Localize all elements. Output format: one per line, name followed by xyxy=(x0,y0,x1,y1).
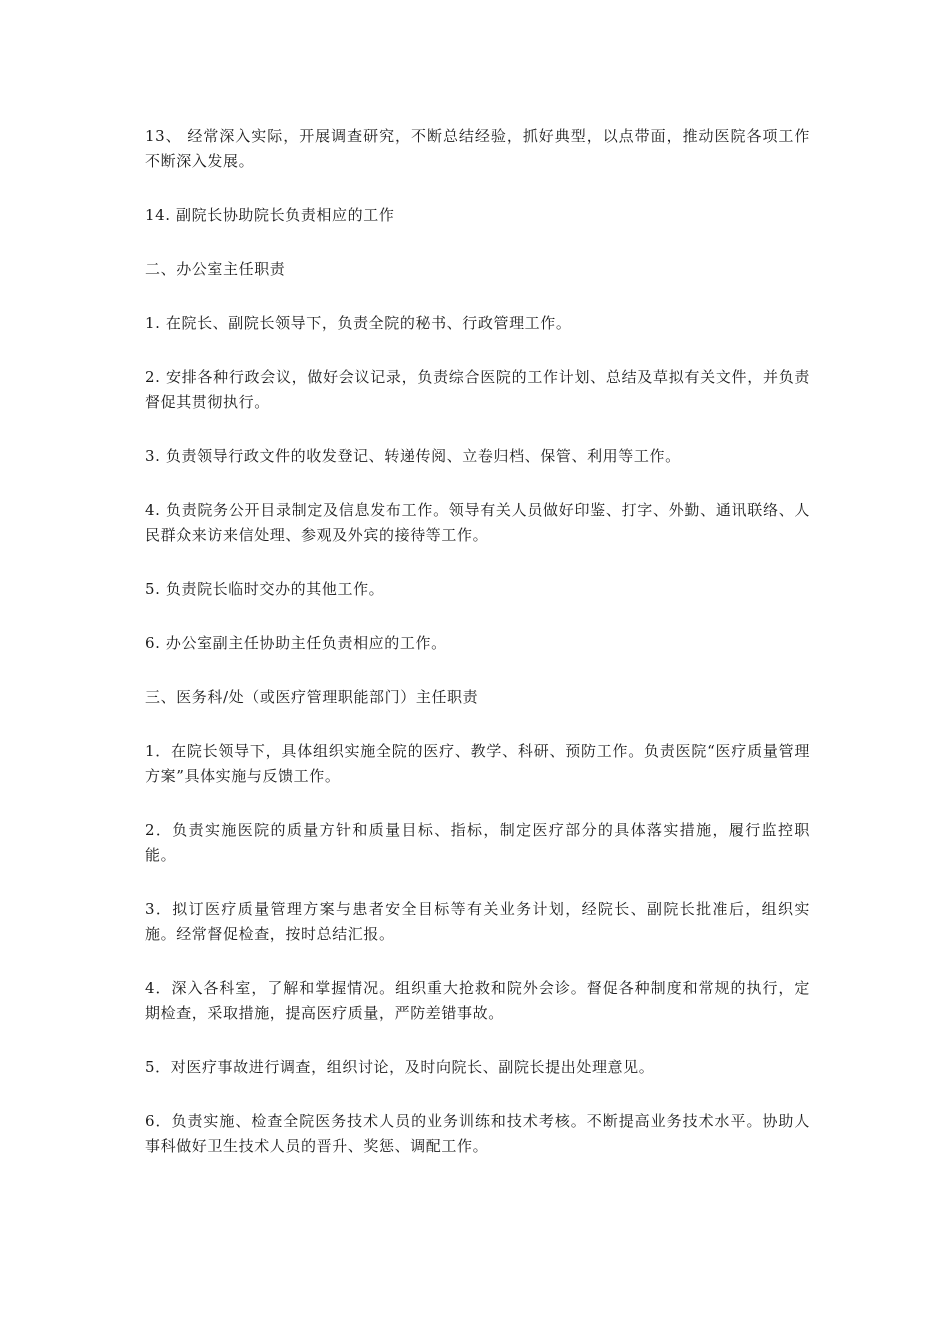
medical-duty-5: 5．对医疗事故进行调查，组织讨论，及时向院长、副院长提出处理意见。 xyxy=(145,1058,655,1076)
medical-duty-1: 1．在院长领导下，具体组织实施全院的医疗、教学、科研、预防工作。负责医院“医疗质量管理方案”具体实施与反馈工作。 xyxy=(145,742,810,785)
section-heading-office-director: 二、办公室主任职责 xyxy=(145,260,286,278)
medical-duty-3: 3．拟订医疗质量管理方案与患者安全目标等有关业务计划，经院长、副院长批准后，组织实施。经常督促检查，按时总结汇报。 xyxy=(145,900,810,943)
medical-duty-2: 2．负责实施医院的质量方针和质量目标、指标，制定医疗部分的具体落实措施，履行监控职能。 xyxy=(145,821,810,864)
office-duty-3: 3. 负责领导行政文件的收发登记、转递传阅、立卷归档、保管、利用等工作。 xyxy=(145,447,681,465)
medical-duty-6: 6．负责实施、检查全院医务技术人员的业务训练和技术考核。不断提高业务技术水平。协助人事科做好卫生技术人员的晋升、奖惩、调配工作。 xyxy=(145,1112,810,1155)
section-heading-medical-affairs: 三、医务科/处（或医疗管理职能部门）主任职责 xyxy=(145,688,479,706)
office-duty-2: 2. 安排各种行政会议，做好会议记录，负责综合医院的工作计划、总结及草拟有关文件，并负责督促其贯彻执行。 xyxy=(145,368,810,411)
office-duty-5: 5. 负责院长临时交办的其他工作。 xyxy=(145,580,385,598)
document-body xyxy=(145,124,810,1188)
office-duty-6: 6. 办公室副主任协助主任负责相应的工作。 xyxy=(145,634,447,652)
paragraph-14: 14. 副院长协助院长负责相应的工作 xyxy=(145,206,395,224)
office-duty-4: 4. 负责院务公开目录制定及信息发布工作。领导有关人员做好印鉴、打字、外勤、通讯联络、人民群众来访来信处理、参观及外宾的接待等工作。 xyxy=(145,501,810,544)
paragraph-13: 13、 经常深入实际，开展调查研究，不断总结经验，抓好典型，以点带面，推动医院各项工作不断深入发展。 xyxy=(145,127,810,170)
medical-duty-4: 4．深入各科室，了解和掌握情况。组织重大抢救和院外会诊。督促各种制度和常规的执行，定期检查，采取措施，提高医疗质量，严防差错事故。 xyxy=(145,979,810,1022)
office-duty-1: 1. 在院长、副院长领导下，负责全院的秘书、行政管理工作。 xyxy=(145,314,572,332)
